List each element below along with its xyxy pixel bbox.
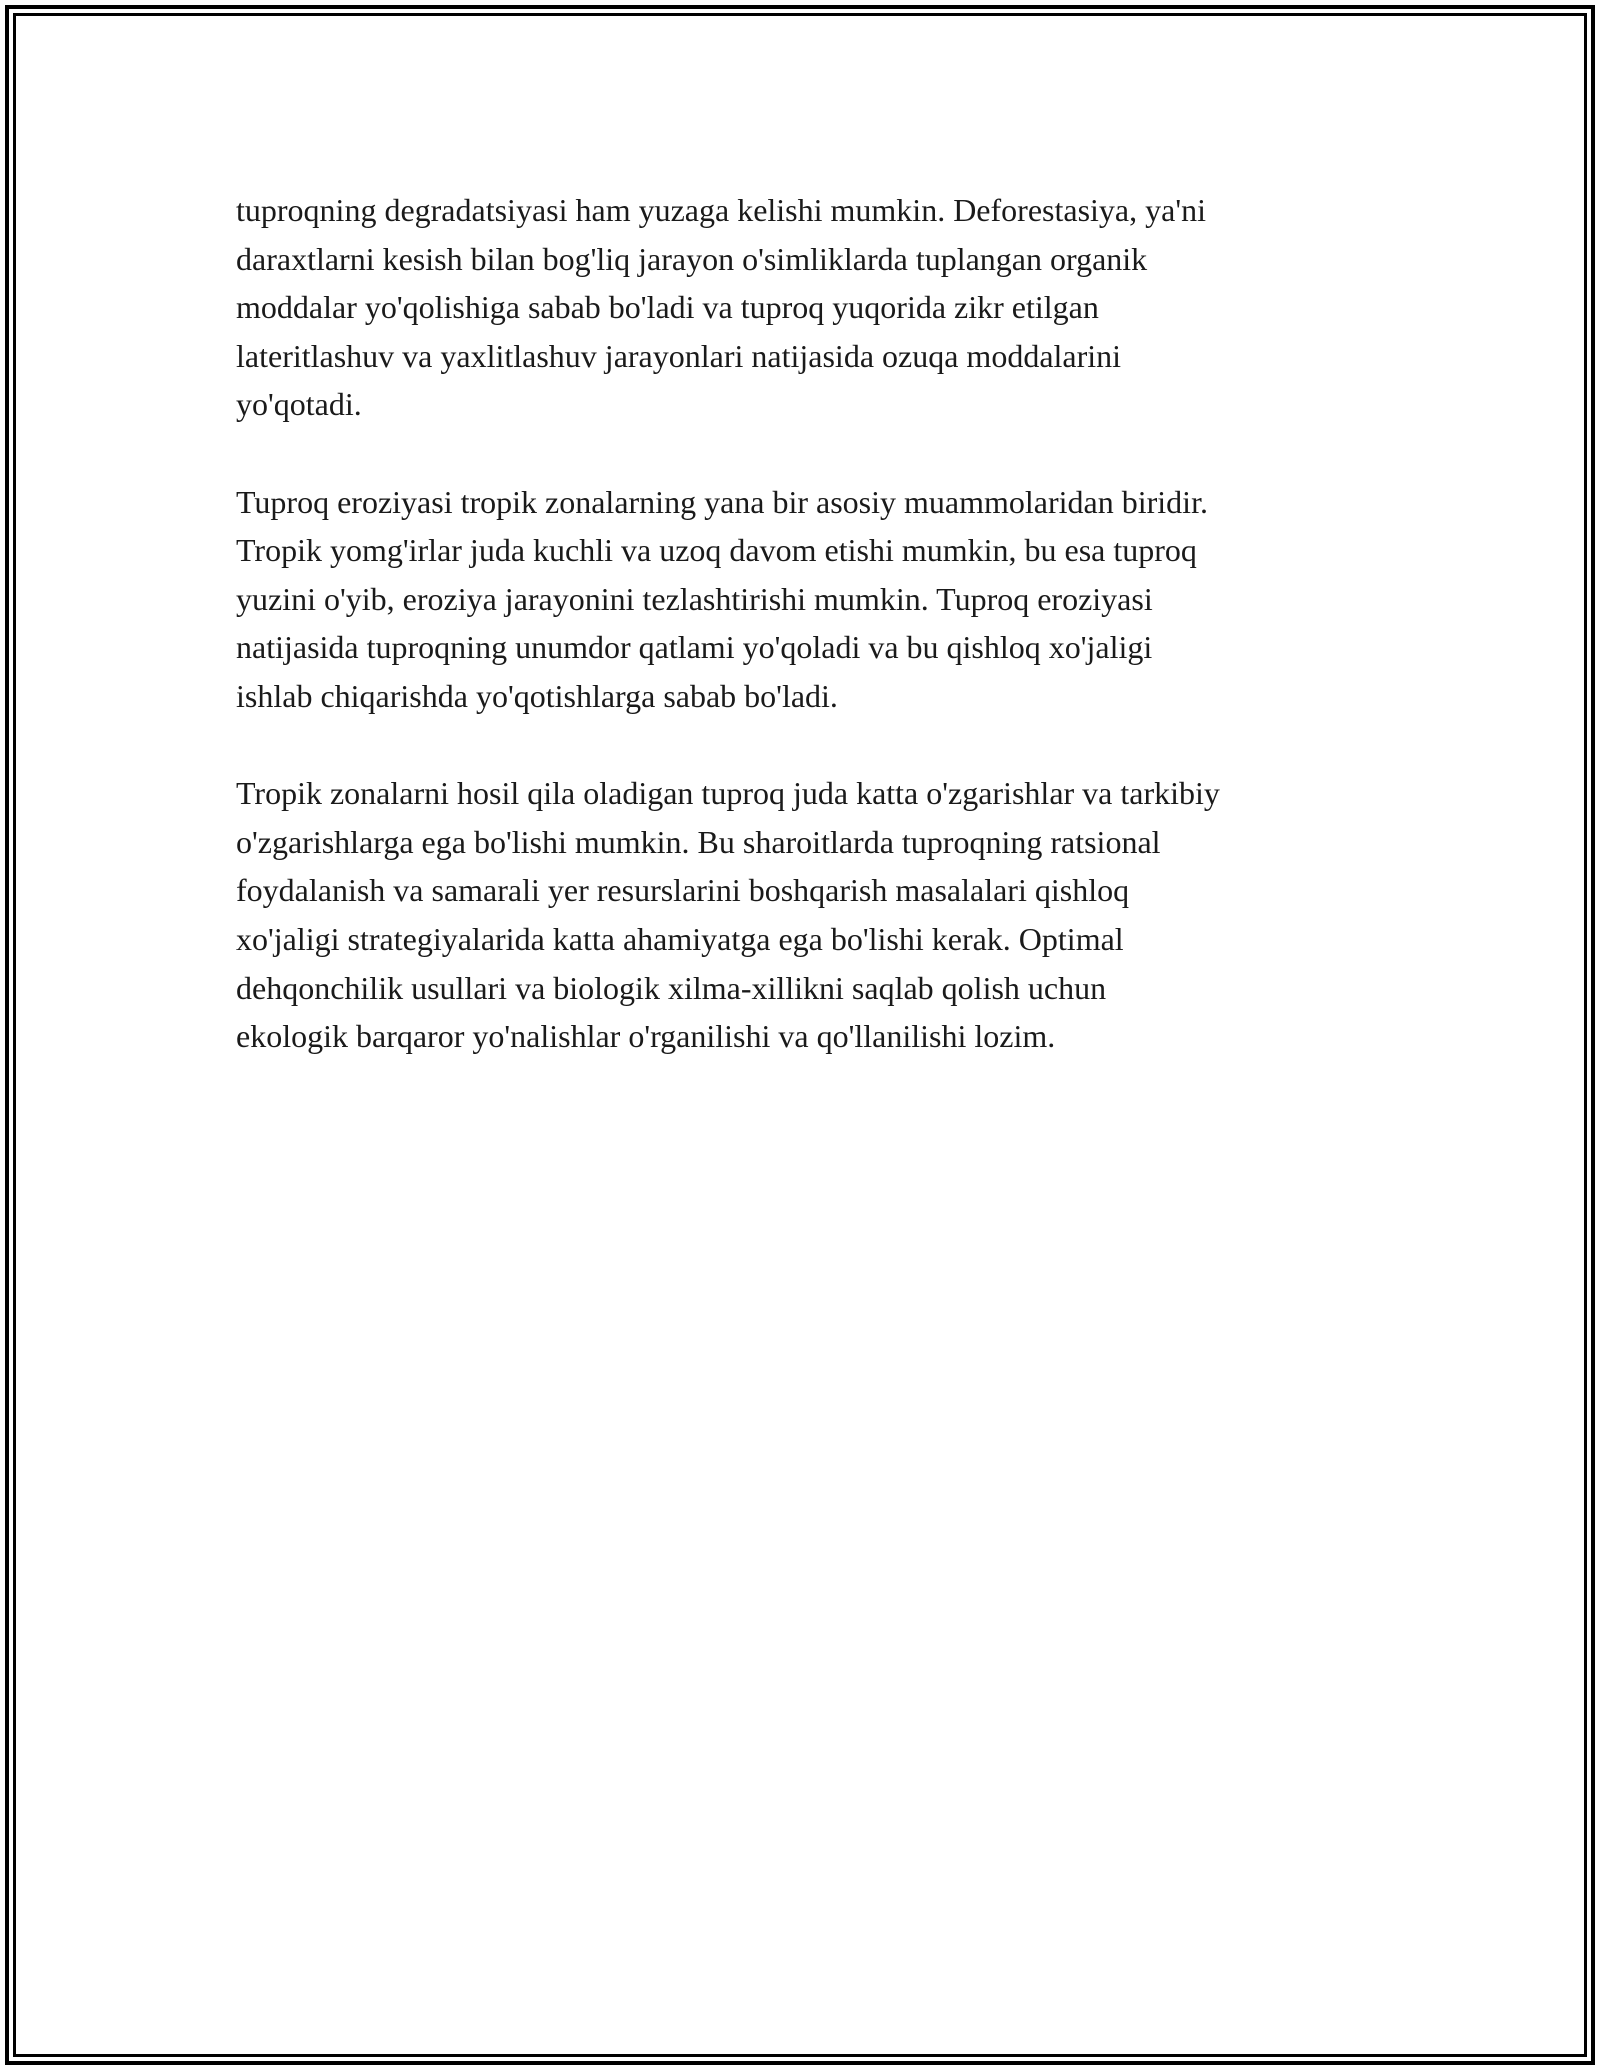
paragraph-3: Tropik zonalarni hosil qila oladigan tuproq juda katta o'zgarishlar va tarkibiy o'zgarishlarga ega bo'lishi mumkin. Bu sharoitlarda tuproqning ratsional foydalanish va samarali yer resurslarini boshqarish masalalari qishloq xo'jaligi strategiyalarida katta ahamiyatga ega bo'lishi kerak. Optimal dehqonchilik usullari va biologik xilma-xillikni saqlab qolish uchun ekologik barqaror yo'nalishlar o'rganilishi va qo'llanilishi lozim. bbox=[236, 775, 1220, 1055]
paragraph-2: Tuproq eroziyasi tropik zonalarning yana bir asosiy muammolaridan biridir. Tropik yomg'irlar juda kuchli va uzoq davom etishi mumkin, bu esa tuproq yuzini o'yib, eroziya jarayonini tezlashtirishi mumkin. Tuproq eroziyasi natijasida tuproqning unumdor qatlami yo'qoladi va bu qishloq xo'jaligi ishlab chiqarishda yo'qotishlarga sabab bo'ladi. bbox=[236, 483, 1208, 714]
document-body bbox=[236, 186, 1376, 1061]
paragraph-1: tuproqning degradatsiyasi ham yuzaga kelishi mumkin. Deforestasiya, ya'ni daraxtlarni kesish bilan bog'liq jarayon o'simliklarda tuplangan organik moddalar yo'qolishiga sabab bo'ladi va tuproq yuqorida zikr etilgan lateritlashuv va yaxlitlashuv jarayonlari natijasida ozuqa moddalarini yo'qotadi. bbox=[236, 192, 1206, 423]
